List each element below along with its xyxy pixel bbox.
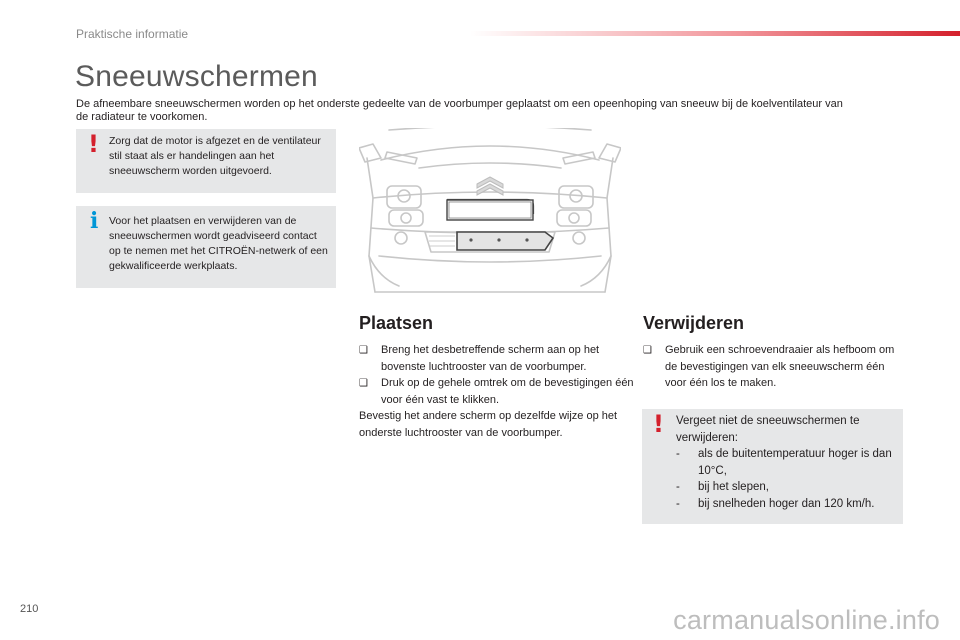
plaatsen-step-2 xyxy=(359,375,634,408)
warning-notice-engine xyxy=(76,129,336,193)
warning-list-item xyxy=(676,479,895,496)
step-text: Breng het desbetreffende scherm aan op het bovenste luchtrooster van de voorbumper. xyxy=(381,344,600,373)
item-text: als de buitentemperatuur hoger is dan 10°C, xyxy=(698,448,892,477)
step-text: Gebruik een schroevendraaier als hefboom om de bevestigingen van elk sneeuwscherm één voor één los te maken. xyxy=(665,344,895,389)
warning-list-item xyxy=(676,446,895,479)
warning-intro: Vergeet niet de sneeuwschermen te verwijderen: xyxy=(676,415,860,444)
intro-paragraph: De afneembare sneeuwschermen worden op het onderste gedeelte van de voorbumper geplaatst om een opeenhoping van sneeuw bij de koelventilateur van de radiateur te voorkomen. xyxy=(76,98,843,123)
dash-marker: - xyxy=(676,497,680,510)
item-text: bij het slepen, xyxy=(698,481,769,493)
page-number: 210 xyxy=(20,603,39,615)
checkbox-bullet-icon: ❑ xyxy=(359,378,368,389)
section-label: Praktische informatie xyxy=(76,27,189,41)
warning-icon: ! xyxy=(653,410,664,438)
warning-list xyxy=(676,446,895,512)
checkbox-bullet-icon: ❑ xyxy=(643,345,652,356)
info-icon: i xyxy=(90,208,99,234)
header-accent-bar xyxy=(470,31,960,36)
plaatsen-note: Bevestig het andere scherm op dezelfde wijze op het onderste luchtrooster van de voorbumper. xyxy=(359,410,618,439)
item-text: bij snelheden hoger dan 120 km/h. xyxy=(698,497,875,510)
warning-list-item xyxy=(676,496,895,513)
verwijderen-step-1 xyxy=(643,342,908,392)
dash-marker: - xyxy=(676,448,680,460)
verwijderen-instructions xyxy=(643,342,908,392)
info-text: Voor het plaatsen en verwijderen van de sneeuwschermen wordt geadviseerd contact op te nemen met het CITROËN-netwerk of een gekwalificeerde werkplaats. xyxy=(109,215,328,272)
page-title: Sneeuwschermen xyxy=(75,60,318,93)
step-text: Druk op de gehele omtrek om de bevestigingen één voor één vast te klikken. xyxy=(381,377,634,406)
warning-icon: ! xyxy=(88,130,99,158)
car-front-illustration xyxy=(359,128,621,294)
plaatsen-heading: Plaatsen xyxy=(359,313,434,333)
plaatsen-step-1 xyxy=(359,342,634,375)
info-notice-dealer xyxy=(76,206,336,288)
warning-text: Zorg dat de motor is afgezet en de ventilateur stil staat als er handelingen aan het sneeuwscherm worden uitgevoerd. xyxy=(109,135,321,177)
warning-notice-remove xyxy=(642,409,903,524)
checkbox-bullet-icon: ❑ xyxy=(359,345,368,356)
watermark-text: carmanualsonline.info xyxy=(673,605,940,635)
verwijderen-heading: Verwijderen xyxy=(643,313,745,333)
dash-marker: - xyxy=(676,481,680,493)
plaatsen-instructions xyxy=(359,342,634,441)
